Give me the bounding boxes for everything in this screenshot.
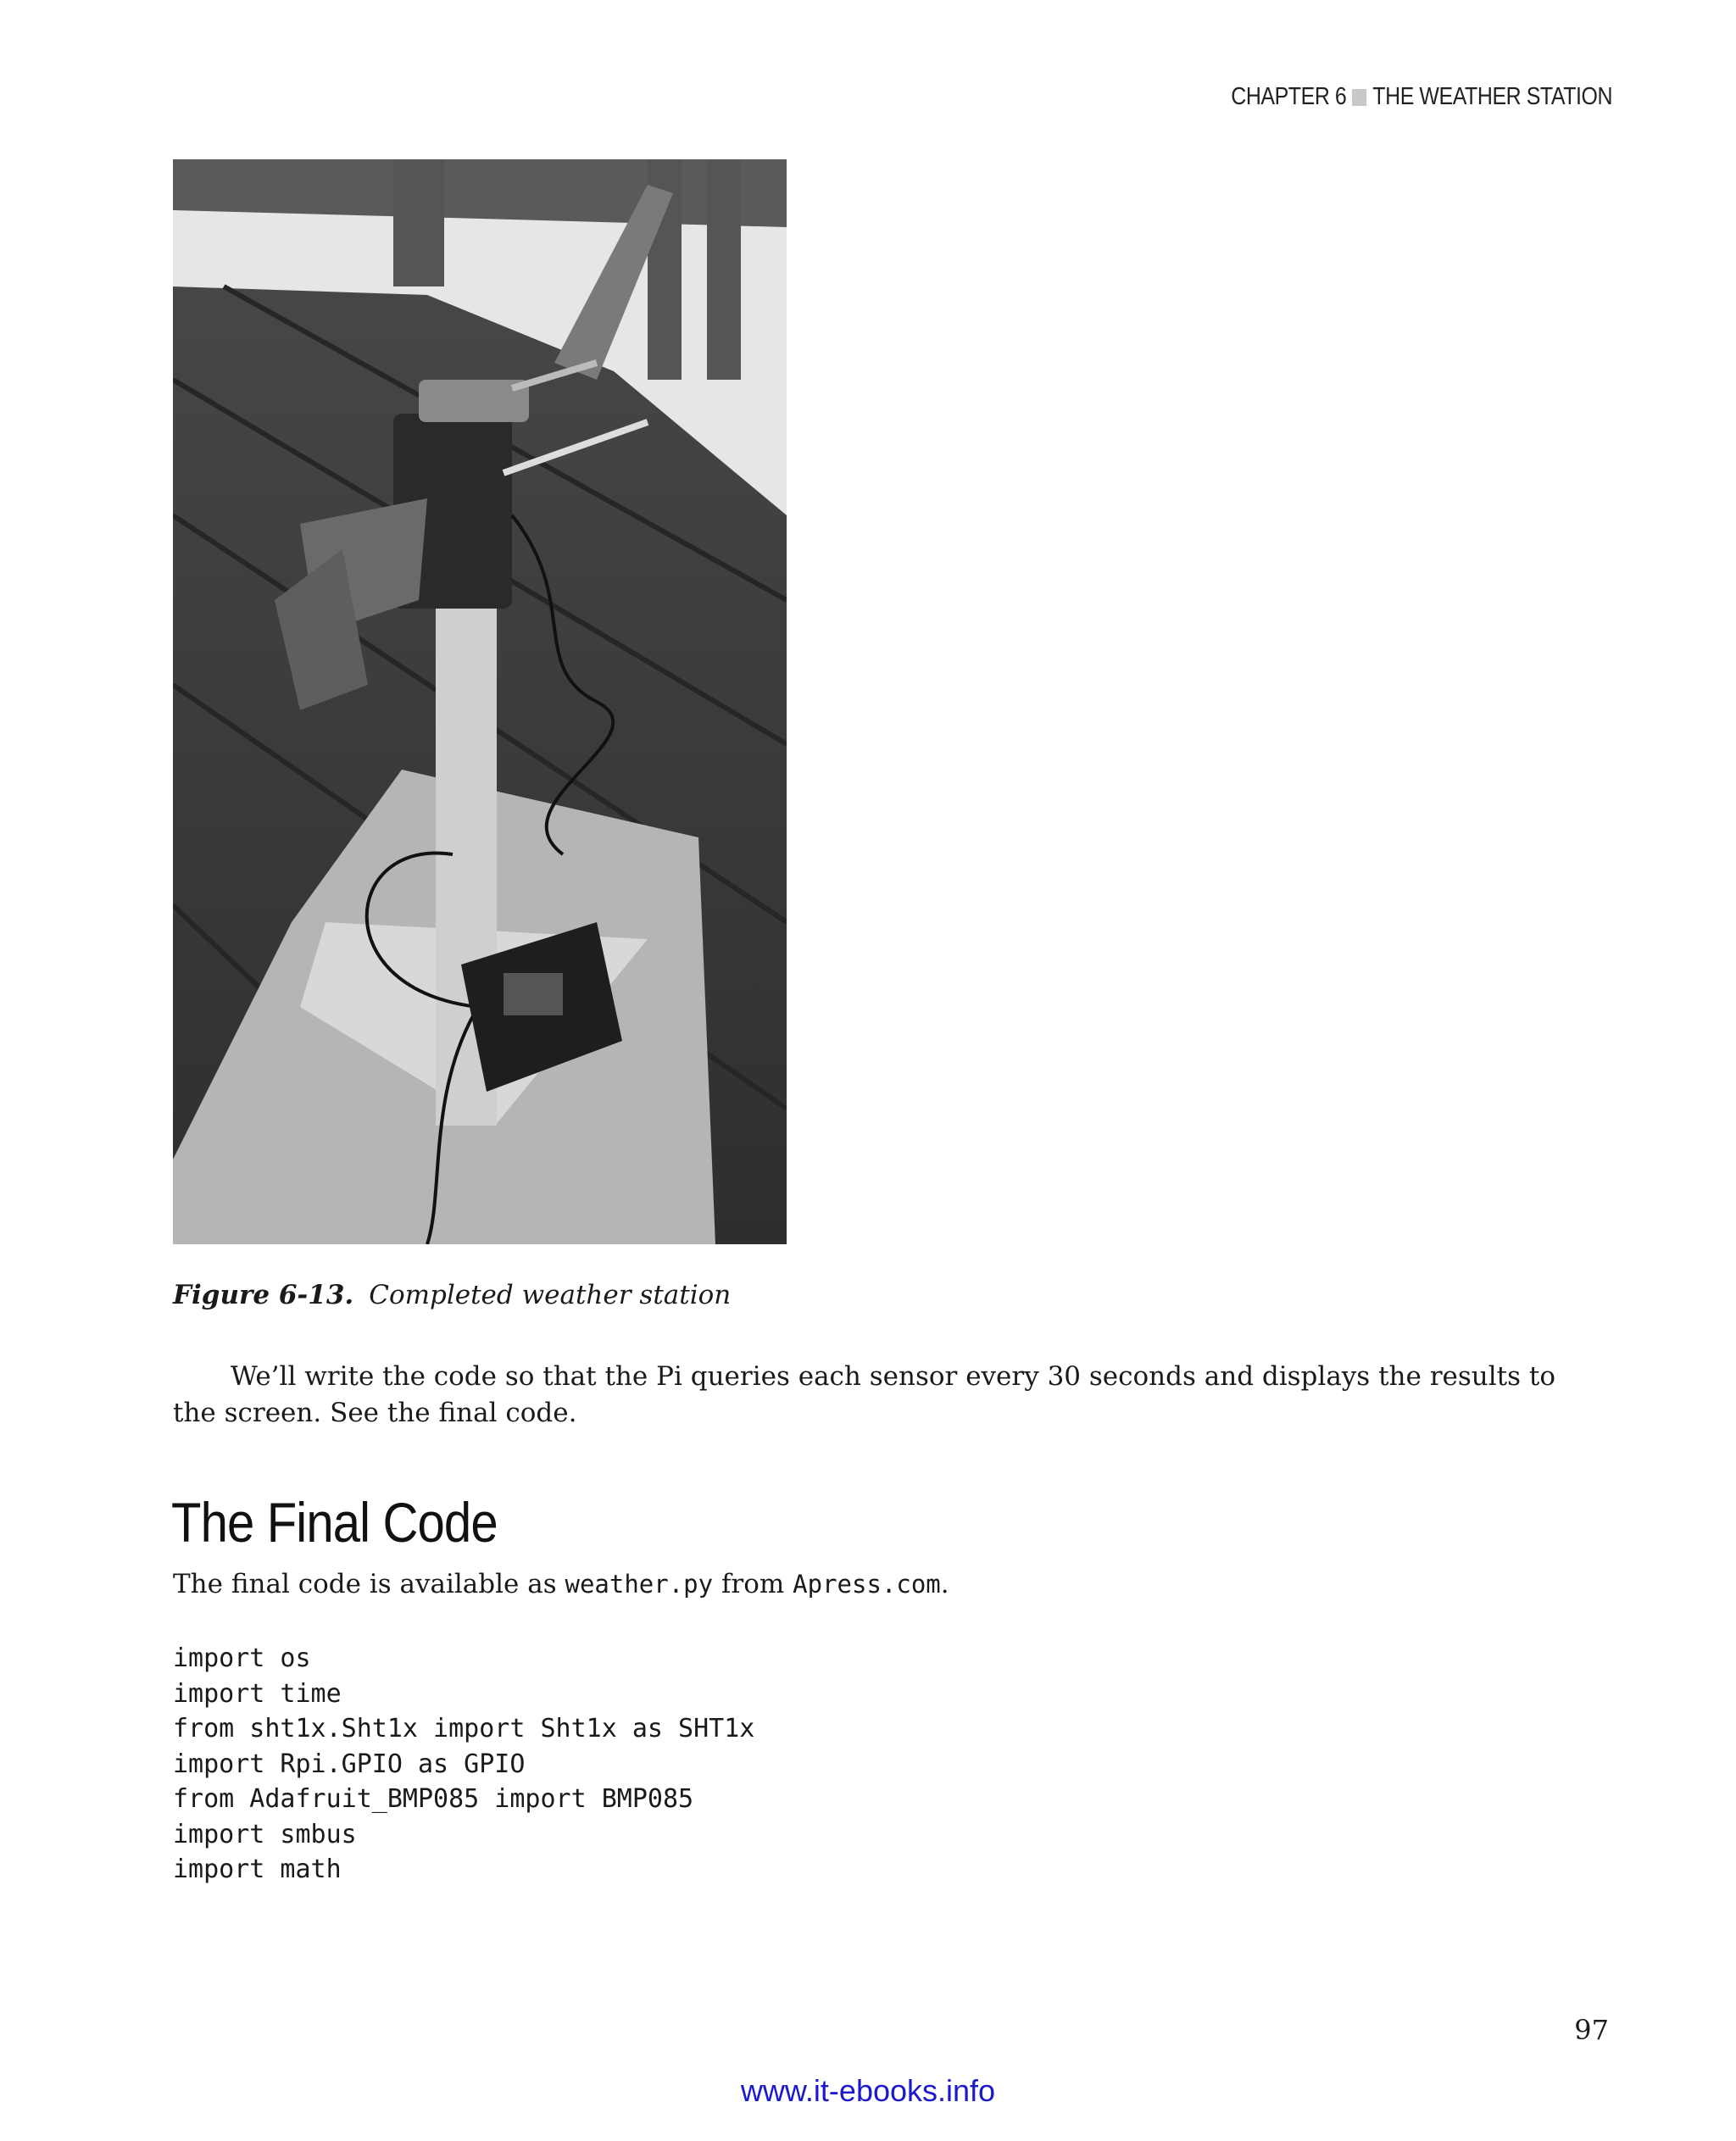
code-line: import os	[173, 1643, 311, 1673]
intro-suffix: .	[940, 1569, 949, 1599]
code-line: import time	[173, 1678, 342, 1709]
code-line: from sht1x.Sht1x import Sht1x as SHT1x	[173, 1714, 755, 1743]
intro-filename: weather.py	[565, 1570, 714, 1599]
chapter-title: THE WEATHER STATION	[1372, 83, 1612, 110]
code-line: import math	[173, 1855, 342, 1884]
intro-middle: from	[713, 1569, 793, 1599]
footer-link[interactable]: www.it-ebooks.info	[740, 2073, 996, 2108]
intro-site: Apress.com	[793, 1570, 941, 1599]
code-line: import Rpi.GPIO as GPIO	[173, 1749, 526, 1779]
page-number: 97	[1574, 2014, 1609, 2046]
figure-caption-text: Completed weather station	[369, 1280, 732, 1310]
running-header	[1231, 83, 1612, 111]
figure-label: Figure 6-13.	[173, 1280, 354, 1310]
weather-station-photo	[173, 159, 787, 1244]
section-intro	[173, 1569, 949, 1599]
code-listing	[173, 1641, 754, 1888]
section-heading: The Final Code	[171, 1491, 498, 1554]
figure-caption	[173, 1280, 731, 1310]
intro-prefix: The final code is available as	[173, 1569, 565, 1599]
weather-station-illustration	[173, 159, 787, 1244]
code-line: import smbus	[173, 1819, 357, 1849]
code-line: from Adafruit_BMP085 import BMP085	[173, 1784, 694, 1814]
chapter-label: CHAPTER 6	[1231, 83, 1347, 110]
body-paragraph: We’ll write the code so that the Pi queries each sensor every 30 seconds and displays the results to the screen. See the final code.	[173, 1361, 1555, 1428]
header-separator-box	[1352, 89, 1366, 106]
